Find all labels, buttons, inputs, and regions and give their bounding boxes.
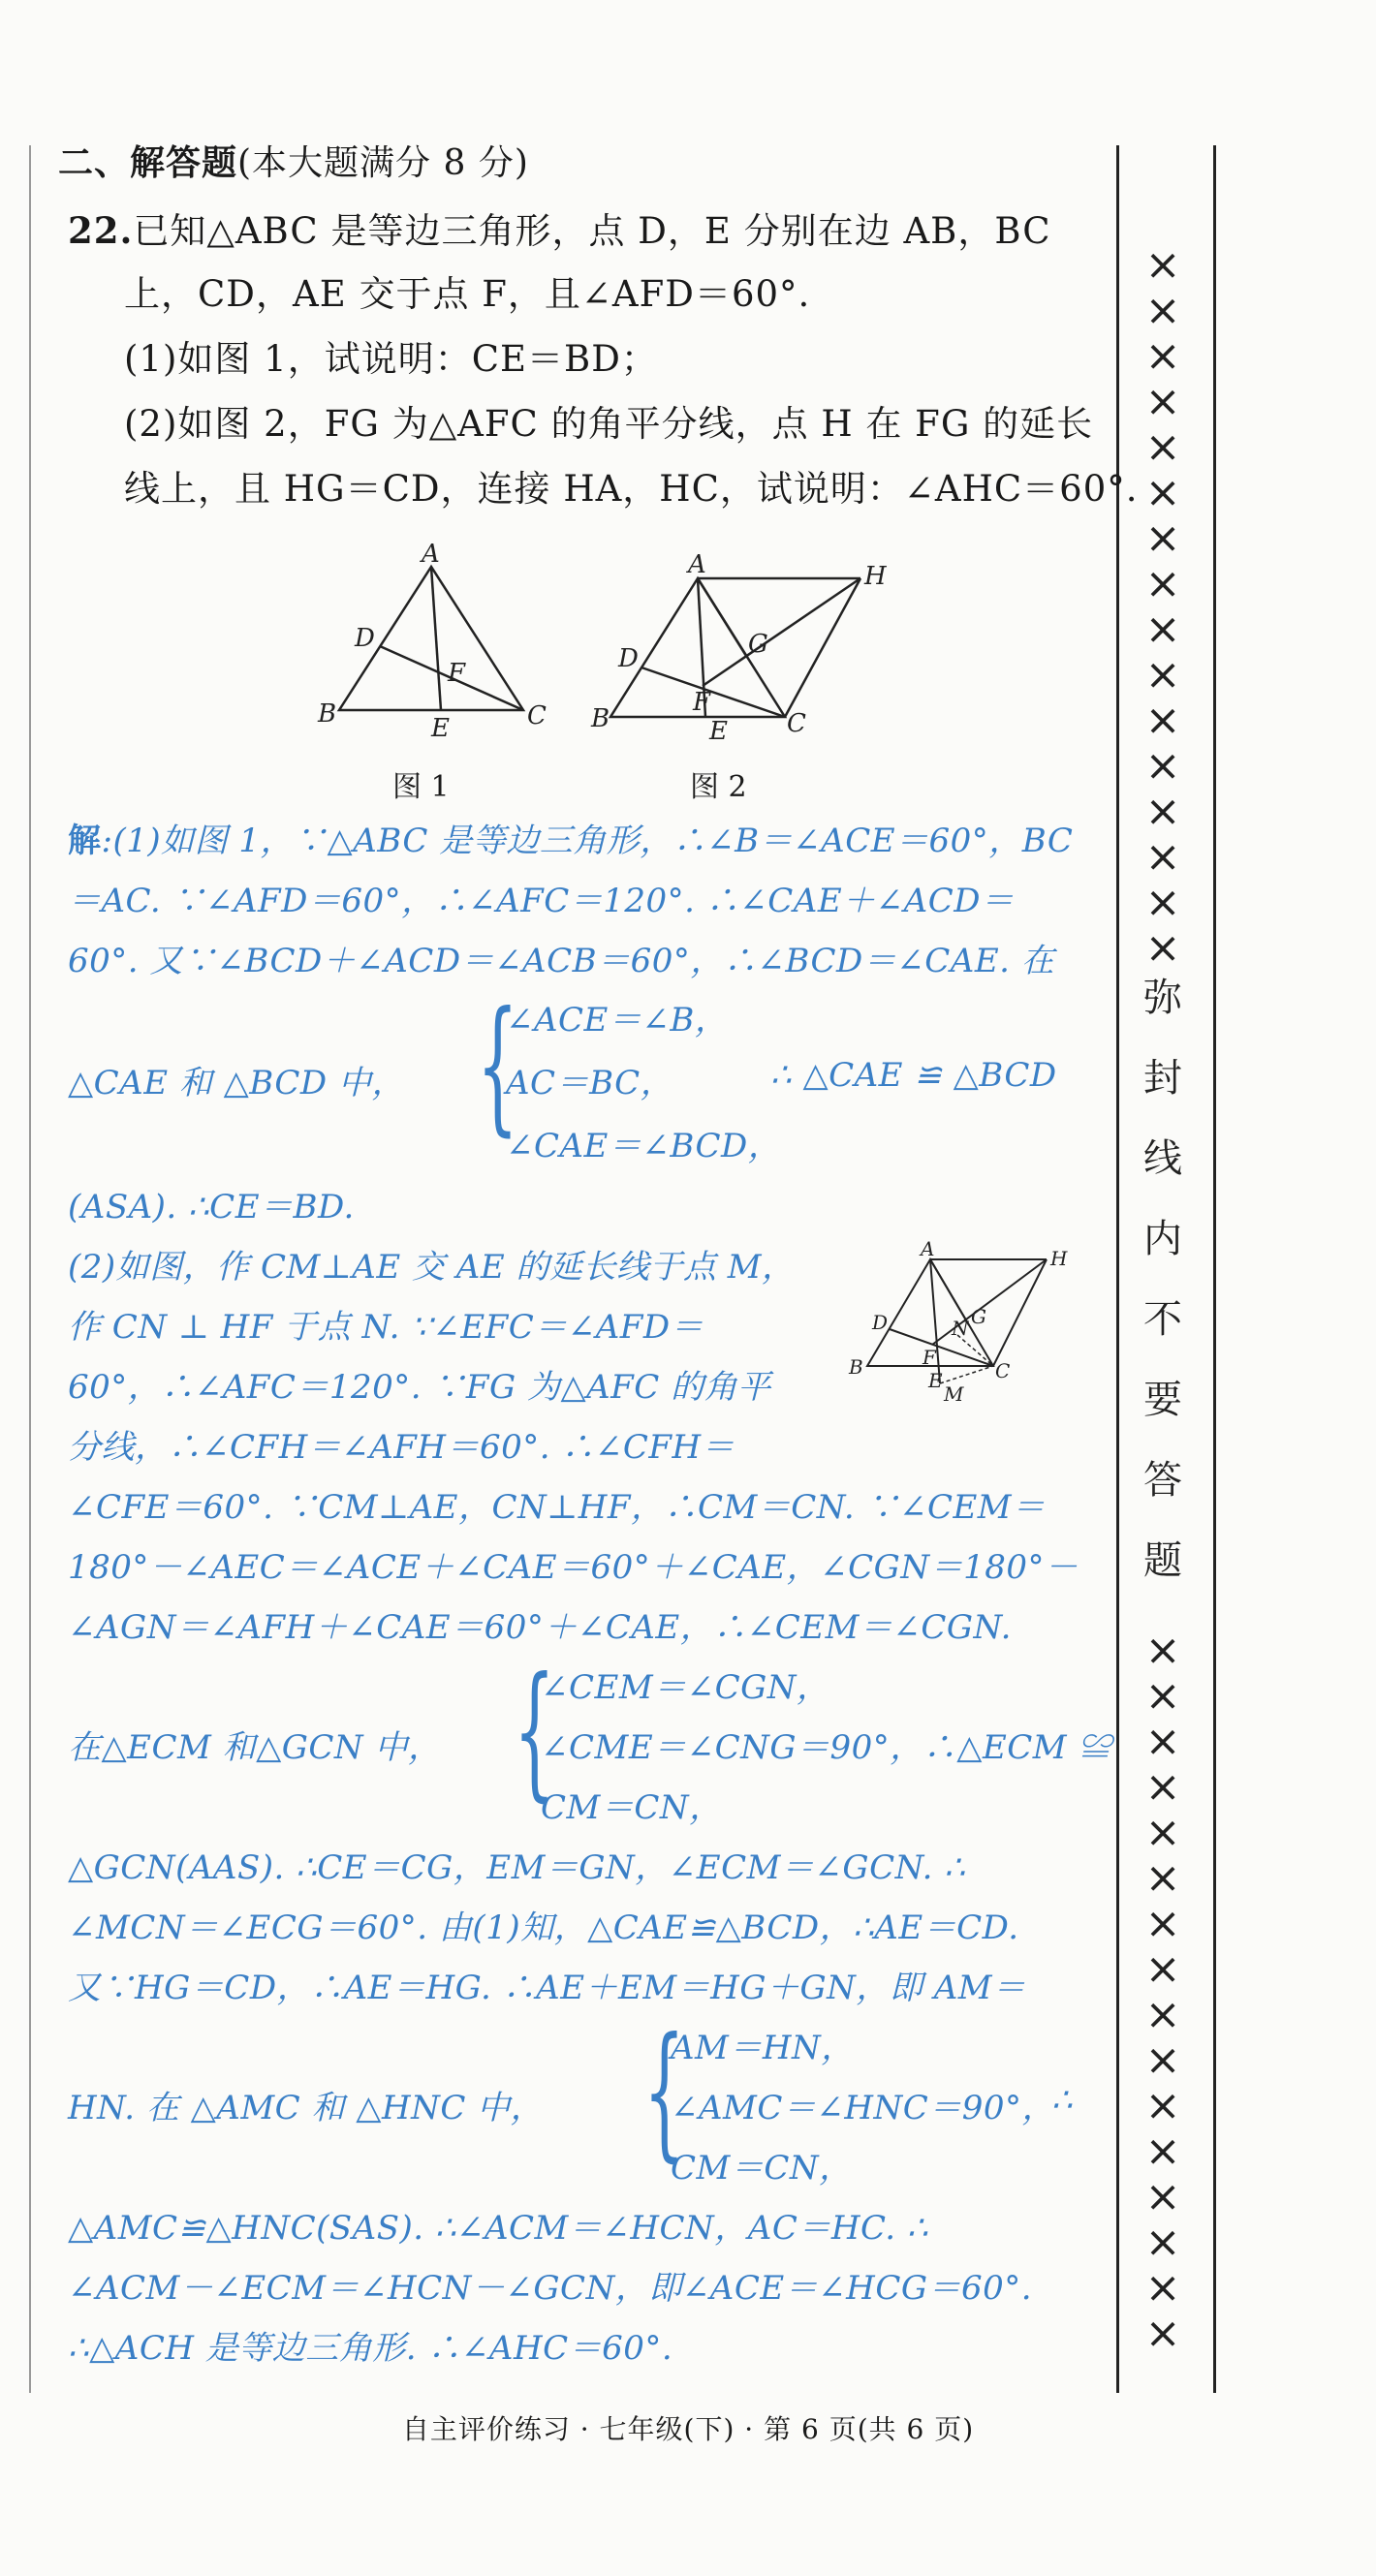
left-margin-line bbox=[29, 145, 31, 2393]
system2-a: ∠CEM＝∠CGN， bbox=[541, 1668, 830, 1707]
seal-word-3: 线 bbox=[1143, 1136, 1182, 1181]
fig1-label-c: C bbox=[527, 701, 547, 730]
fig2-label-b: B bbox=[591, 704, 610, 733]
part2-line2: 作 CN ⊥ HF 于点 N. ∵∠EFC＝∠AFD＝ bbox=[68, 1308, 704, 1347]
part2-line13: ∴△ACH 是等边三角形. ∴∠AHC＝60°. bbox=[68, 2329, 673, 2368]
system1-b: AC＝BC， bbox=[506, 1064, 674, 1102]
solution-label: 解 bbox=[68, 822, 102, 860]
solution-line4: (ASA). ∴CE＝BD. bbox=[68, 1188, 355, 1226]
fig2-label-g: G bbox=[748, 630, 768, 659]
system1-a: ∠ACE＝∠B， bbox=[506, 1001, 729, 1040]
system2-prefix: 在△ECM 和△GCN 中， bbox=[68, 1728, 442, 1767]
fig2-label-h: H bbox=[864, 562, 887, 591]
seal-words bbox=[1134, 978, 1192, 1622]
seal-word-6: 要 bbox=[1143, 1378, 1182, 1422]
system3-brace: { bbox=[643, 2007, 685, 2176]
sol-fig-label-c: C bbox=[995, 1359, 1011, 1382]
fig1-label-b: B bbox=[318, 699, 337, 729]
section-header bbox=[58, 136, 529, 185]
seal-word-8: 题 bbox=[1143, 1538, 1182, 1583]
part2-line7: ∠AGN＝∠AFH＋∠CAE＝60°＋∠CAE，∴∠CEM＝∠CGN. bbox=[68, 1608, 1012, 1647]
sol-fig-label-e: E bbox=[928, 1369, 943, 1392]
system1-c: ∠CAE＝∠BCD， bbox=[506, 1127, 782, 1165]
figure-1-caption: 图 1 bbox=[392, 770, 450, 804]
page-footer: 自主评价练习 · 七年级(下) · 第 6 页(共 6 页) bbox=[401, 2413, 975, 2445]
problem-line1 bbox=[68, 202, 1051, 254]
figure-2-caption: 图 2 bbox=[690, 770, 747, 804]
section-note: (本大题满分 8 分) bbox=[237, 143, 529, 183]
figure-2 bbox=[591, 538, 887, 746]
system2-c: CM＝CN， bbox=[541, 1788, 723, 1827]
question-2a: (2)如图 2，FG 为△AFC 的角平分线，点 H 在 FG 的延长 bbox=[124, 403, 1094, 445]
solution-text-1: :(1)如图 1，∵△ABC 是等边三角形，∴∠B＝∠ACE＝60°，BC bbox=[101, 822, 1074, 860]
part2-line8: △GCN(AAS). ∴CE＝CG，EM＝GN，∠ECM＝∠GCN. ∴ bbox=[68, 1848, 966, 1887]
system1-conclusion: ∴ △CAE ≌ △BCD bbox=[770, 1056, 1057, 1095]
system3-b: ∠AMC＝∠HNC＝90°， bbox=[671, 2089, 1056, 2127]
sol-fig-label-n: N bbox=[952, 1317, 969, 1340]
part2-line10: 又∵HG＝CD，∴AE＝HG. ∴AE＋EM＝HG＋GN，即 AM＝ bbox=[68, 1969, 1026, 2007]
system2-b: ∠CME＝∠CNG＝90°，∴△ECM ≌ bbox=[541, 1728, 1111, 1767]
question-2b: 线上，且 HG＝CD，连接 HA，HC，试说明：∠AHC＝60°. bbox=[124, 468, 1139, 510]
part2-line1: (2)如图，作 CM⊥AE 交 AE 的延长线于点 M， bbox=[68, 1248, 796, 1287]
sol-fig-label-m: M bbox=[944, 1382, 964, 1406]
sol-fig-label-b: B bbox=[849, 1355, 863, 1379]
section-title: 二、解答题 bbox=[58, 142, 238, 183]
system3-prefix: HN. 在 △AMC 和 △HNC 中， bbox=[68, 2089, 545, 2127]
solution-figure bbox=[843, 1237, 1095, 1419]
part2-line12: ∠ACM－∠ECM＝∠HCN－∠GCN，即∠ACE＝∠HCG＝60°. bbox=[68, 2269, 1033, 2308]
fig1-label-d: D bbox=[355, 624, 375, 653]
solution-line2: ＝AC. ∵∠AFD＝60°，∴∠AFC＝120°. ∴∠CAE＋∠ACD＝ bbox=[68, 882, 1015, 920]
seal-word-1: 弥 bbox=[1143, 976, 1182, 1020]
sol-fig-label-a: A bbox=[921, 1237, 935, 1260]
part2-line5: ∠CFE＝60°. ∵CM⊥AE，CN⊥HF，∴CM＝CN. ∵∠CEM＝ bbox=[68, 1488, 1046, 1527]
part2-line4: 分线，∴∠CFH＝∠AFH＝60°. ∴∠CFH＝ bbox=[68, 1428, 735, 1467]
seal-word-5: 不 bbox=[1143, 1297, 1182, 1342]
fig2-label-a: A bbox=[688, 550, 706, 579]
part2-line6: 180°－∠AEC＝∠ACE＋∠CAE＝60°＋∠CAE，∠CGN＝180°－ bbox=[68, 1548, 1079, 1587]
solution-line1 bbox=[68, 814, 1073, 861]
system3-conclusion: ∴ bbox=[1051, 2081, 1074, 2120]
figure-1 bbox=[310, 538, 562, 746]
seal-x-top: ×××××××××××××××× bbox=[1144, 240, 1181, 973]
sol-fig-label-f: F bbox=[923, 1346, 936, 1369]
seal-x-bottom: ×××××××××××××××× bbox=[1144, 1626, 1181, 2358]
system3-c: CM＝CN， bbox=[671, 2149, 853, 2188]
fig2-label-e: E bbox=[709, 717, 728, 746]
part2-line9: ∠MCN＝∠ECG＝60°. 由(1)知，△CAE≌△BCD，∴AE＝CD. bbox=[68, 1909, 1019, 1947]
problem-number: 22. bbox=[68, 209, 134, 252]
fig2-label-c: C bbox=[787, 709, 806, 738]
fig1-label-f: F bbox=[448, 659, 466, 688]
part2-line3: 60°，∴∠AFC＝120°. ∵FG 为△AFC 的角平 bbox=[68, 1368, 771, 1407]
seal-word-4: 内 bbox=[1143, 1217, 1182, 1261]
problem-line2: 上，CD，AE 交于点 F，且∠AFD＝60°. bbox=[124, 273, 811, 315]
question-1: (1)如图 1，试说明：CE＝BD； bbox=[124, 338, 658, 380]
fig2-label-f: F bbox=[693, 688, 711, 717]
system2-brace: { bbox=[514, 1647, 555, 1816]
sol-fig-label-d: D bbox=[872, 1311, 889, 1334]
solution-line3: 60°. 又∵∠BCD＋∠ACD＝∠ACB＝60°，∴∠BCD＝∠CAE. 在 bbox=[68, 942, 1055, 980]
system1-brace: { bbox=[477, 981, 518, 1150]
fig1-label-a: A bbox=[422, 540, 440, 569]
fig2-label-d: D bbox=[618, 644, 639, 673]
problem-text-1: 已知△ABC 是等边三角形，点 D，E 分别在边 AB，BC bbox=[133, 210, 1051, 252]
fig1-label-e: E bbox=[431, 714, 450, 743]
system3-a: AM＝HN， bbox=[671, 2029, 855, 2067]
seal-word-2: 封 bbox=[1143, 1056, 1182, 1101]
sol-fig-label-h: H bbox=[1050, 1247, 1068, 1270]
seal-line-right bbox=[1213, 145, 1216, 2393]
sol-fig-label-g: G bbox=[971, 1305, 986, 1328]
seal-word-7: 答 bbox=[1143, 1458, 1182, 1503]
part2-line11: △AMC≌△HNC(SAS). ∴∠ACM＝∠HCN，AC＝HC. ∴ bbox=[68, 2209, 929, 2248]
system1-prefix: △CAE 和 △BCD 中， bbox=[68, 1064, 405, 1102]
